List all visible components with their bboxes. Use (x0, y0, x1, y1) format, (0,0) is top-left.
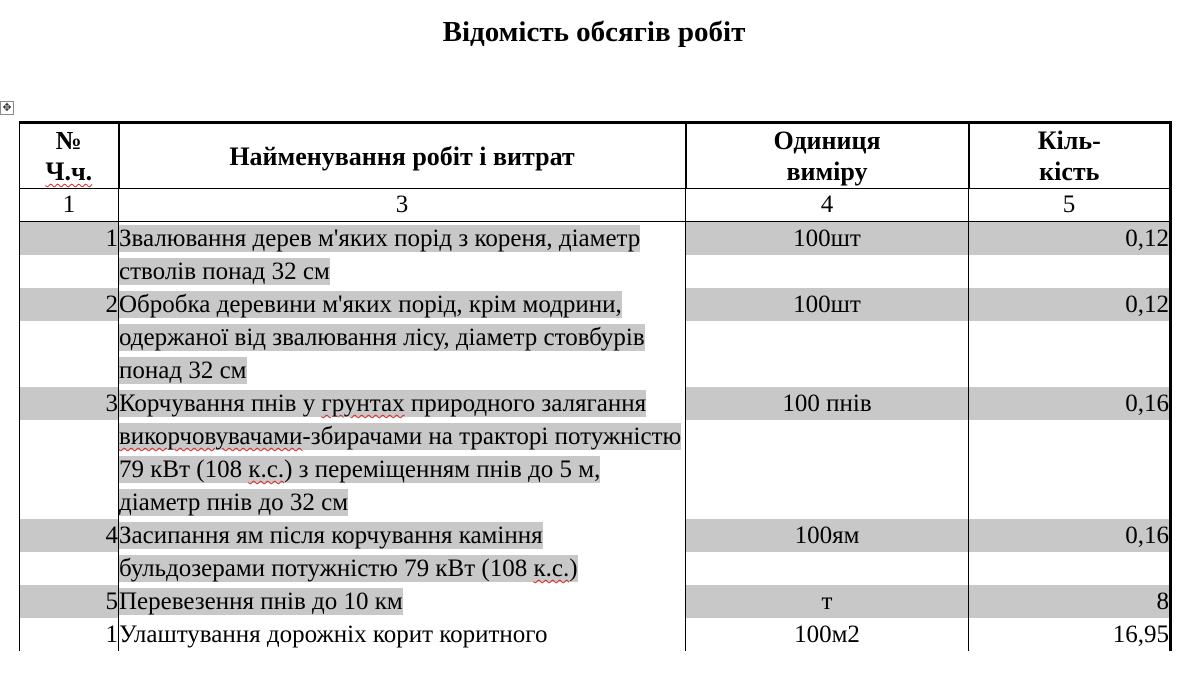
table-row (20, 585, 1171, 618)
row-name-text: Улаштування дорожніх корит коритного (119, 621, 548, 648)
row-number (20, 519, 119, 585)
column-number-3: 3 (119, 189, 686, 222)
row-unit-text: т (686, 585, 968, 618)
row-number (20, 585, 119, 618)
row-name (119, 618, 686, 651)
table-row (20, 618, 1171, 651)
header-unit-line2: виміру (786, 157, 868, 186)
header-number (20, 123, 119, 189)
row-unit (686, 387, 969, 519)
table-row (20, 288, 1171, 387)
row-name-part: ) з переміщенням пнів до 5 м, діаметр пнів до 32 см (119, 456, 601, 516)
row-quantity-text: 0,16 (969, 387, 1169, 420)
header-unit-line1: Одиниця (773, 126, 881, 155)
row-number (20, 387, 119, 519)
row-name-part: -збирачами на тракторі потужністю 79 кВт (108 (119, 423, 682, 483)
header-number-line2-text: Ч.ч. (45, 157, 93, 186)
row-quantity (969, 618, 1171, 651)
row-unit (686, 222, 969, 289)
row-name-part: природного залягання (404, 390, 647, 417)
row-name-part: ) (569, 555, 578, 582)
table-row (20, 519, 1171, 585)
table-row (20, 387, 1171, 519)
header-quantity (969, 123, 1171, 189)
column-number-5: 5 (969, 189, 1171, 222)
column-number-1: 1 (20, 189, 119, 222)
row-quantity (969, 585, 1171, 618)
row-unit-text: 100шт (686, 288, 968, 321)
row-unit-text: 100шт (686, 222, 968, 255)
row-number-text: 4 (20, 519, 118, 552)
row-unit-text: 100м2 (794, 621, 860, 648)
row-unit-text: 100ям (686, 519, 968, 552)
header-quantity-line2: кість (1039, 157, 1100, 186)
row-unit (686, 585, 969, 618)
row-unit (686, 519, 969, 585)
row-name (119, 585, 686, 618)
work-volumes-table (19, 121, 1172, 651)
header-number-line1: № (55, 126, 82, 155)
row-quantity (969, 519, 1171, 585)
row-name-part-misspelled: грунтах (321, 390, 405, 417)
row-name-text (119, 522, 578, 582)
column-number-4: 4 (686, 189, 969, 222)
header-number-line2 (24, 156, 114, 187)
table-header-row (20, 123, 1171, 189)
row-number-text: 5 (20, 585, 118, 618)
column-numbers-row (20, 189, 1171, 222)
row-quantity-text: 0,12 (969, 288, 1169, 321)
row-quantity (969, 222, 1171, 289)
row-number-text: 2 (20, 288, 118, 321)
document-title: Відомість обсягів робіт (442, 16, 746, 48)
row-quantity-text: 0,12 (969, 222, 1169, 255)
row-name (119, 519, 686, 585)
row-name-text: Обробка деревини м'яких порід, крім модрини, одержаної від звалювання лісу, діаметр стовбурів понад 32 см (119, 291, 645, 384)
row-number (20, 618, 119, 651)
row-name (119, 387, 686, 519)
row-name-part-misspelled: к.с. (533, 555, 570, 582)
row-quantity (969, 288, 1171, 387)
row-quantity-text: 0,16 (969, 519, 1169, 552)
row-name-text: Звалювання дерев м'яких порід з кореня, діаметр стволів понад 32 см (119, 225, 641, 285)
row-name-part-misspelled: к.с. (248, 456, 285, 483)
row-unit (686, 288, 969, 387)
table-row (20, 222, 1171, 289)
row-quantity-text: 16,95 (1112, 621, 1169, 648)
row-name-part-misspelled: викорчовувачами (119, 423, 303, 450)
header-name: Найменування робіт і витрат (119, 123, 686, 189)
row-name (119, 222, 686, 289)
row-number-text: 1 (105, 621, 118, 648)
row-name (119, 288, 686, 387)
row-name-text: Перевезення пнів до 10 км (119, 588, 403, 615)
row-unit (686, 618, 969, 651)
row-number (20, 288, 119, 387)
row-number-text: 3 (20, 387, 118, 420)
row-number (20, 222, 119, 289)
row-name-part: Корчування пнів у (119, 390, 322, 417)
table-move-handle-icon[interactable]: ✥ (0, 101, 14, 115)
row-number-text: 1 (20, 222, 118, 255)
row-name-text (119, 390, 681, 516)
row-quantity (969, 387, 1171, 519)
row-quantity-text: 8 (969, 585, 1169, 618)
header-unit (686, 123, 969, 189)
row-name-part: Засипання ям після корчування каміння бульдозерами потужністю 79 кВт (108 (119, 522, 543, 582)
row-unit-text: 100 пнів (686, 387, 968, 420)
header-quantity-line1: Кіль- (1037, 126, 1101, 155)
